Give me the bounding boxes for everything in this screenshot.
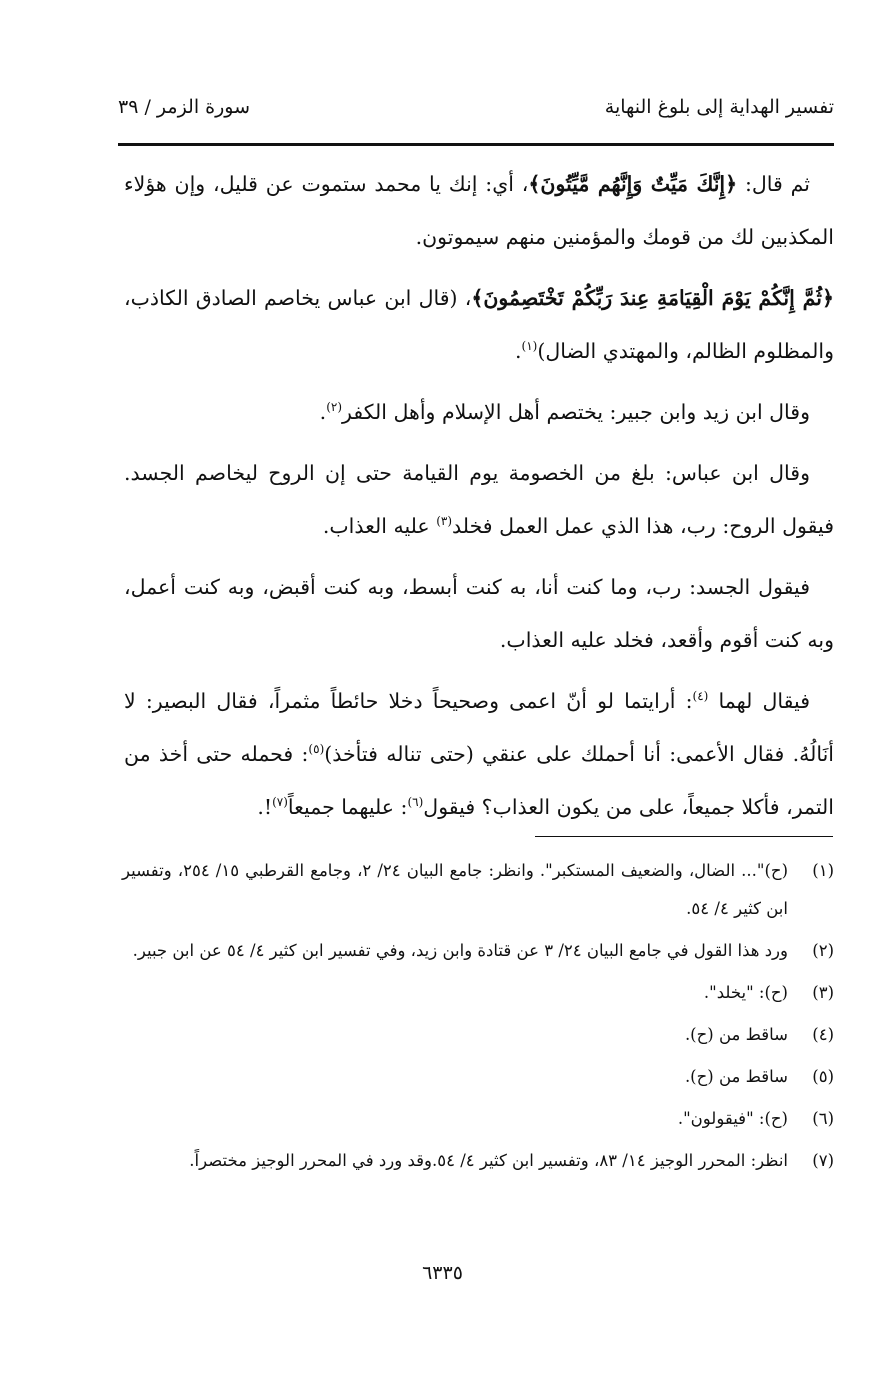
footnote-number: (٥) bbox=[812, 1067, 834, 1086]
paragraph-text: : أرايتما لو أنّ اعمى وصحيحاً دخلا حائطاً مثمراً، فقال البصير: لا أنَالُهُ. فقال الأعمى: أنا أحملك على عنقي (حتى تناله فتأخذ) bbox=[124, 689, 834, 766]
footnote-text: ساقط من (ح). bbox=[684, 1067, 788, 1086]
footnote-text: (ح): "يخلد". bbox=[703, 983, 788, 1002]
main-text bbox=[124, 158, 834, 842]
paragraph-text: وقال ابن زيد وابن جبير: يختصم أهل الإسلام وأهل الكفر bbox=[342, 400, 810, 424]
footnote-item bbox=[122, 974, 834, 1012]
paragraph-text: عليه العذاب. bbox=[322, 514, 437, 538]
footnote-text: ساقط من (ح). bbox=[684, 1025, 788, 1044]
footnotes bbox=[122, 852, 834, 1184]
paragraph-text: : فحمله حتى أخذ من التمر، فأكلا جميعاً، على من يكون العذاب؟ فيقول bbox=[124, 742, 834, 819]
paragraph-4 bbox=[124, 447, 834, 553]
footnote-ref: (٦) bbox=[407, 795, 424, 810]
paragraph-1 bbox=[124, 158, 834, 264]
footnote-text: (ح): "فيقولون". bbox=[677, 1109, 788, 1128]
paragraph-6 bbox=[124, 675, 834, 834]
footnote-ref: (٤) bbox=[692, 689, 709, 704]
paragraph-text: ثم قال: bbox=[737, 172, 810, 196]
footnote-number: (٤) bbox=[812, 1025, 834, 1044]
footnote-text: ورد هذا القول في جامع البيان ٢٤/ ٣ عن قتادة وابن زيد، وفي تفسير ابن كثير ٤/ ٥٤ عن ابن جبير. bbox=[132, 941, 788, 960]
footnote-ref: (٧) bbox=[272, 795, 288, 810]
surah-title: سورة الزمر / ٣٩ bbox=[118, 96, 251, 118]
footnote-separator bbox=[535, 836, 833, 837]
footnote-item bbox=[122, 1058, 834, 1096]
paragraph-5 bbox=[124, 561, 834, 667]
footnote-number: (١) bbox=[812, 861, 834, 880]
footnote-text: (ح)"... الضال، والضعيف المستكبر". وانظر: جامع البيان ٢٤/ ٢، وجامع القرطبي ١٥/ ٢٥٤، وتفسير ابن كثير ٤/ ٥٤. bbox=[122, 861, 789, 918]
paragraph-3 bbox=[124, 386, 834, 439]
book-title: تفسير الهداية إلى بلوغ النهاية bbox=[604, 96, 834, 118]
quran-verse: ﴿ثُمَّ إِنَّكُمْ يَوْمَ الْقِيَامَةِ عِندَ رَبِّكُمْ تَخْتَصِمُونَ﴾ bbox=[471, 286, 834, 310]
quran-verse: ﴿إِنَّكَ مَيِّتٌ وَإِنَّهُم مَّيِّتُونَ﴾ bbox=[528, 172, 738, 196]
footnote-ref: (٣) bbox=[436, 514, 453, 529]
running-head bbox=[118, 96, 834, 130]
footnote-item bbox=[122, 1016, 834, 1054]
paragraph-2 bbox=[124, 272, 834, 378]
paragraph-text: فيقال لهما bbox=[708, 689, 810, 713]
header-rule bbox=[118, 143, 834, 146]
footnote-number: (٧) bbox=[812, 1151, 834, 1170]
paragraph-text: . bbox=[319, 400, 327, 424]
paragraph-text: ، (قال ابن عباس يخاصم الصادق الكاذب، والمظلوم الظالم، والمهتدي الضال) bbox=[124, 286, 834, 363]
footnote-item bbox=[122, 1100, 834, 1138]
footnote-item bbox=[122, 1142, 834, 1180]
paragraph-text: وقال ابن عباس: بلغ من الخصومة يوم القيامة حتى إن الروح ليخاصم الجسد. فيقول الروح: رب، هذا الذي عمل العمل فخلد bbox=[124, 461, 834, 538]
footnote-number: (٦) bbox=[812, 1109, 834, 1128]
paragraph-text: : عليهما جميعاً bbox=[287, 795, 408, 819]
paragraph-text: ، أي: إنك يا محمد ستموت عن قليل، وإن هؤلاء المكذبين لك من قومك والمؤمنين منهم سيموتون. bbox=[124, 172, 834, 249]
page-number: ٦٣٣٥ bbox=[422, 1262, 463, 1284]
footnote-number: (٣) bbox=[812, 983, 834, 1002]
paragraph-text: . bbox=[515, 339, 522, 363]
footnote-ref: (٥) bbox=[308, 742, 325, 757]
footnote-item bbox=[122, 932, 834, 970]
footnote-text: انظر: المحرر الوجيز ١٤/ ٨٣، وتفسير ابن كثير ٤/ ٥٤.وقد ورد في المحرر الوجيز مختصراً. bbox=[189, 1151, 788, 1170]
footnote-number: (٢) bbox=[812, 941, 834, 960]
footnote-ref: (٢) bbox=[326, 400, 343, 415]
footnote-item bbox=[122, 852, 834, 928]
footnote-ref: (١) bbox=[521, 339, 538, 354]
paragraph-text: فيقول الجسد: رب، وما كنت أنا، به كنت أبسط، وبه كنت أقبض، وبه كنت أعمل، وبه كنت أقوم وأقعد، فخلد عليه العذاب. bbox=[124, 575, 834, 652]
paragraph-text: !. bbox=[257, 795, 273, 819]
